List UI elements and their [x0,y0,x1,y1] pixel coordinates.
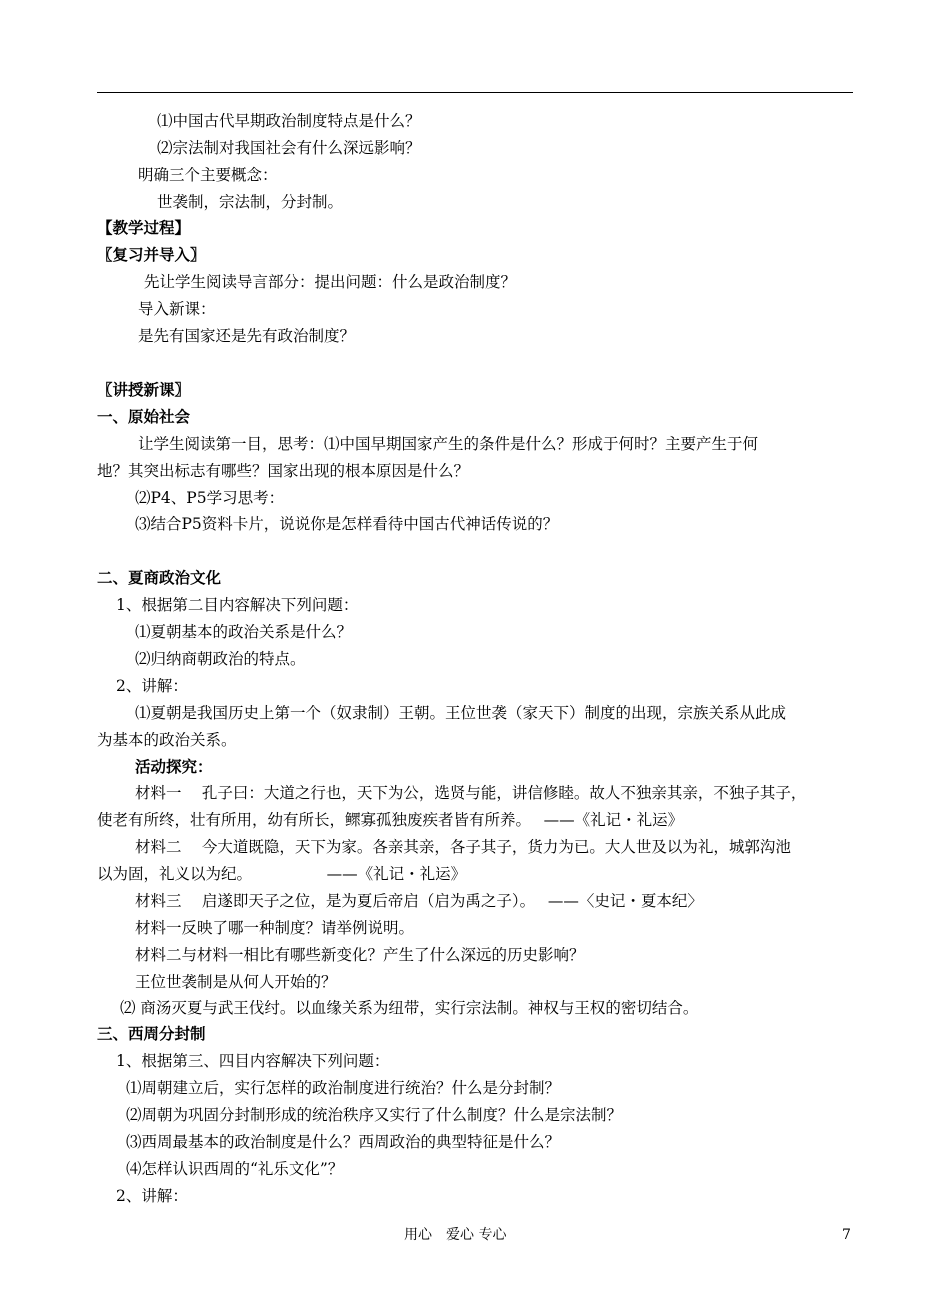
text-line: ⑵ 商汤灭夏与武王伐纣。以血缘关系为纽带，实行宗法制。神权与王权的密切结合。 [120,999,699,1017]
page-number: 7 [842,1227,851,1243]
text-line: ⑴中国古代早期政治制度特点是什么？ [157,112,421,130]
text-line: 王位世袭制是从何人开始的？ [135,973,337,991]
text-line: 先让学生阅读导言部分：提出问题：什么是政治制度？ [144,273,517,291]
section-heading: 一、原始社会 [97,407,191,426]
text-line: ⑵P4、P5学习思考： [135,489,285,507]
text-line: ⑵宗法制对我国社会有什么深远影响？ [157,139,421,157]
text-line: 让学生阅读第一目，思考：⑴中国早期国家产生的条件是什么？形成于何时？主要产生于何 [138,435,759,453]
text-line: 为基本的政治关系。 [97,731,237,749]
text-line: 1、根据第二目内容解决下列问题： [116,596,359,614]
footer-motto: 用心 爱心 专心 [404,1227,507,1243]
text-line: 使老有所终，壮有所用，幼有所长，鳏寡孤独废疾者皆有所养。 ——《礼记・礼运》 [97,811,684,829]
section-heading: 〖讲授新课〗 [97,380,191,399]
text-line: 地？其突出标志有哪些？国家出现的根本原因是什么？ [97,462,470,480]
text-line: 世袭制，宗法制，分封制。 [157,193,344,211]
text-line: 1、根据第三、四目内容解决下列问题： [116,1052,390,1070]
text-line: 材料三 启遂即天子之位，是为夏后帝启（启为禹之子）。 ——〈史记・夏本纪〉 [135,892,703,910]
text-line: ⑵周朝为巩固分封制形成的统治秩序又实行了什么制度？什么是宗法制？ [126,1106,623,1124]
text-line: ⑶结合P5资料卡片，说说你是怎样看待中国古代神话传说的？ [135,515,559,533]
text-line: ⑴周朝建立后，实行怎样的政治制度进行统治？什么是分封制？ [126,1079,561,1097]
header-rule [97,92,853,93]
section-heading: 三、西周分封制 [97,1024,206,1043]
text-line: 材料一 孔子曰：大道之行也，天下为公，选贤与能，讲信修睦。故人不独亲其亲，不独子其子， [135,784,807,802]
section-heading: 【教学过程】 [97,218,191,237]
text-line: 明确三个主要概念： [138,166,278,184]
text-line: ⑶西周最基本的政治制度是什么？西周政治的典型特征是什么？ [126,1133,561,1151]
subheading: 活动探究： [135,757,213,776]
text-line: 导入新课： [138,300,216,318]
text-line: 以为固，礼义以为纪。 ——《礼记・礼运》 [97,865,467,883]
text-line: 是先有国家还是先有政治制度？ [138,327,356,345]
text-line: 2、讲解： [116,1187,188,1205]
text-line: ⑴夏朝是我国历史上第一个（奴隶制）王朝。王位世袭（家天下）制度的出现，宗族关系从此成 [135,704,787,722]
text-line: 材料一反映了哪一种制度？请举例说明。 [135,919,415,937]
text-line: 2、讲解： [116,677,188,695]
section-heading: 〖复习并导入〗 [97,245,206,264]
section-heading: 二、夏商政治文化 [97,568,222,587]
text-line: ⑵归纳商朝政治的特点。 [135,650,306,668]
text-line: ⑴夏朝基本的政治关系是什么？ [135,623,353,641]
text-line: 材料二 今大道既隐，天下为家。各亲其亲，各子其子，货力为已。大人世及以为礼，城郭沟池 [135,838,791,856]
text-line: ⑷怎样认识西周的“礼乐文化”？ [126,1160,344,1178]
text-line: 材料二与材料一相比有哪些新变化？产生了什么深远的历史影响？ [135,946,585,964]
